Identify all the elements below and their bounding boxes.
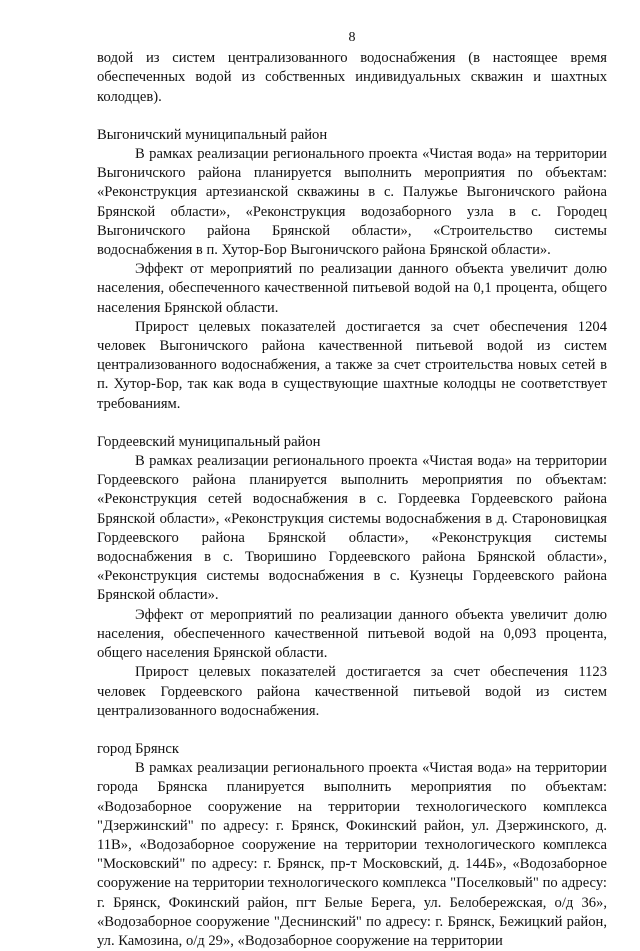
section-paragraph: В рамках реализации регионального проекта «Чистая вода» на территории Выгоничского района планируется выполнить мероприятия по объектам: «Реконструкция артезианской скважины в с. Палужье Выгоничского района Брянской области», «Реконструкция водозаборного узла в с. Городец Выгоничского района Брянской области», «Строительство системы водоснабжения в п. Хутор-Бор Выгоничского района Брянской области».	[97, 146, 607, 259]
section-vygonichi	[97, 126, 607, 414]
section-paragraph: В рамках реализации регионального проекта «Чистая вода» на территории Гордеевского района планируется выполнить мероприятия по объектам: «Реконструкция сетей водоснабжения в с. Гордеевка Гордеевского района Брянской области», «Реконструкция системы водоснабжения в д. Староновицкая Гордеевского района Брянской области», «Реконструкция системы водоснабжения в с. Творишино Гордеевского района Брянской области», «Реконструкция системы водоснабжения в с. Кузнецы Гордеевского района Брянской области».	[97, 453, 607, 604]
section-paragraph: Эффект от мероприятий по реализации данного объекта увеличит долю населения, обеспеченного качественной питьевой водой на 0,093 процента, общего населения Брянской области.	[97, 606, 607, 662]
section-paragraph: В рамках реализации регионального проекта «Чистая вода» на территории города Брянска планируется выполнить мероприятия по объектам: «Водозаборное сооружение на территории технологического комплекса "Дзержинский" по адресу: г. Брянск, Фокинский район, ул. Дзержинского, д. 11В», «Водозаборное сооружение на территории технологического комплекса "Московский" по адресу: г. Брянск, пр-т Московский, д. 144Б», «Водозаборное сооружение на территории технологического комплекса "Поселковый" по адресу: г. Брянск, Фокинский район, пгт Белые Берега, ул. Белобережская, о/д 36», «Водозаборное сооружение "Деснинский" по адресу: г. Брянск, Бежицкий район, ул. Камозина, о/д 29», «Водозаборное сооружение на территории	[97, 760, 607, 949]
document-page	[97, 28, 607, 951]
intro-paragraph: водой из систем централизованного водоснабжения (в настоящее время обеспеченных водой из собственных индивидуальных скважин и шахтных колодцев).	[97, 50, 607, 105]
section-heading: Выгоничский муниципальный район	[97, 126, 328, 143]
section-paragraph: Эффект от мероприятий по реализации данного объекта увеличит долю населения, обеспеченного качественной питьевой водой на 0,1 процента, общего населения Брянской области.	[97, 261, 607, 316]
page-number: 8	[348, 30, 356, 45]
section-paragraph: Прирост целевых показателей достигается за счет обеспечения 1123 человек Гордеевского района качественной питьевой водой из систем централизованного водоснабжения.	[97, 664, 607, 719]
section-bryansk	[97, 740, 607, 951]
section-heading: Гордеевский муниципальный район	[97, 433, 321, 450]
section-gordeevka	[97, 433, 607, 721]
section-paragraph: Прирост целевых показателей достигается за счет обеспечения 1204 человек Выгоничского района качественной питьевой водой из систем централизованного водоснабжения, а также за счет строительства новых сетей в п. Хутор-Бор, так как вода в существующие шахтные колодцы не соответствует требованиям.	[97, 318, 607, 412]
section-heading: город Брянск	[97, 740, 179, 757]
